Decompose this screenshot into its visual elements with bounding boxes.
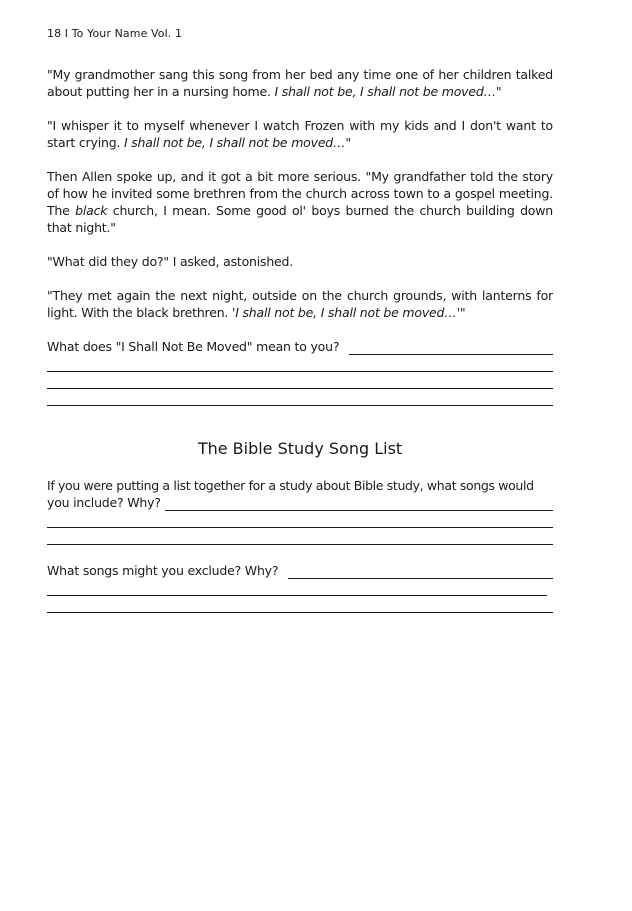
question-text: What songs might you exclude? Why?: [47, 563, 279, 578]
closing-quote: ": [345, 135, 351, 150]
closing-quote: '": [456, 305, 466, 320]
answer-line[interactable]: [47, 579, 547, 596]
page-content: [47, 66, 553, 613]
lyric-italic: I shall not be, I shall not be moved…: [274, 84, 496, 99]
lyric-italic: I shall not be, I shall not be moved…: [123, 135, 346, 150]
question-bible-study-songs: [47, 477, 553, 511]
paragraph-frozen: [47, 117, 553, 151]
answer-line[interactable]: [47, 596, 553, 613]
paragraph-text: "They met again the next night, outside on the church grounds, with lanterns for light. With the black brethren. ': [47, 288, 553, 320]
question-text: you include? Why?: [47, 495, 161, 510]
question-continuation: [47, 494, 553, 511]
running-head: 18 I To Your Name Vol. 1: [47, 27, 183, 40]
answer-blank[interactable]: [165, 498, 553, 511]
question-shall-not-be-moved: [47, 338, 553, 355]
paragraph-text: "I whisper it to myself whenever I watch Frozen with my kids and I don't want to start crying.: [47, 118, 553, 150]
emphasis-black: black: [75, 203, 108, 218]
paragraph-grandmother: [47, 66, 553, 100]
section-title: The Bible Study Song List: [197, 439, 403, 458]
answer-blank[interactable]: [349, 342, 553, 355]
question-text: If you were putting a list together for a study about Bible study, what songs would: [47, 478, 534, 493]
paragraph-text: "My grandmother sang this song from her bed any time one of her children talked about putting her in a nursing home.: [47, 67, 553, 99]
paragraph-lanterns: [47, 287, 553, 321]
answer-line[interactable]: [47, 511, 553, 528]
answer-line[interactable]: [47, 389, 553, 406]
question-text: What does "I Shall Not Be Moved" mean to you?: [47, 339, 340, 354]
answer-line[interactable]: [47, 372, 553, 389]
paragraph-text: Then Allen spoke up, and it got a bit more serious. "My grandfather told the story of how he invited some brethren from the church across town to a gospel meeting. The: [47, 169, 553, 218]
lyric-italic: I shall not be, I shall not be moved…: [235, 305, 457, 320]
paragraph-question-asked: "What did they do?" I asked, astonished.: [47, 254, 294, 269]
question-exclude-songs: [47, 562, 553, 579]
answer-line[interactable]: [47, 355, 553, 372]
closing-quote: ": [495, 84, 502, 99]
paragraph-allen: [47, 168, 553, 236]
answer-blank[interactable]: [288, 566, 553, 579]
answer-line[interactable]: [47, 528, 553, 545]
paragraph-text: church, I mean. Some good ol' boys burned the church building down that night.": [47, 203, 554, 235]
